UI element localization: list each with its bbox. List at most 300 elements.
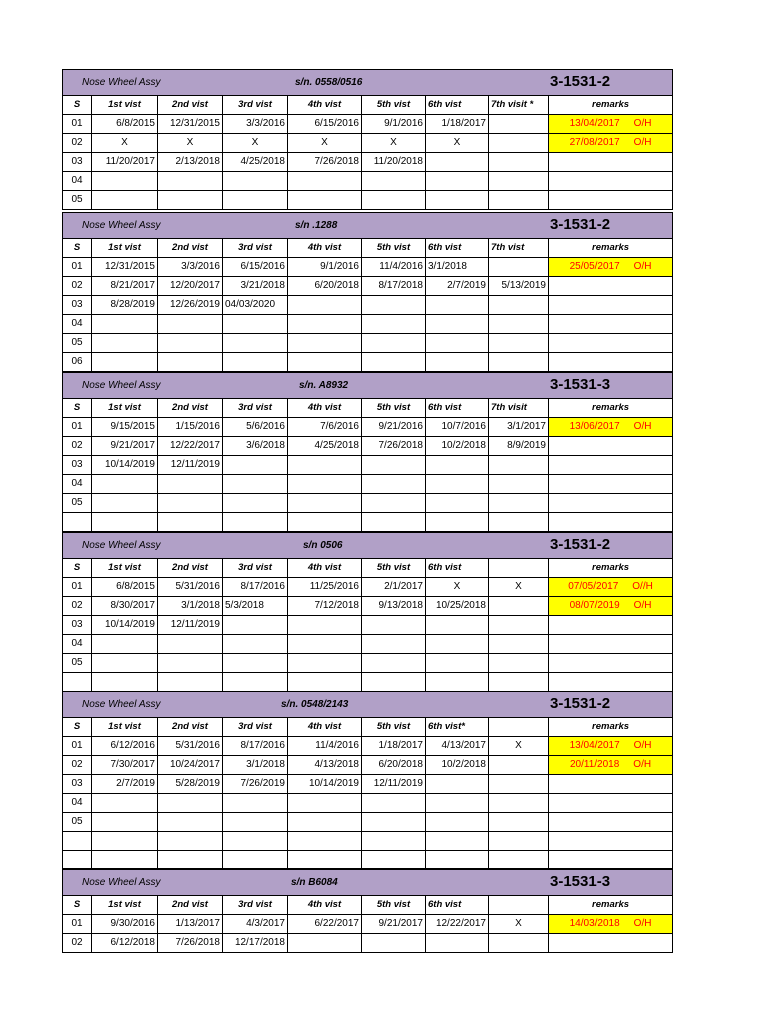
part-number: 3-1531-2: [550, 695, 611, 712]
visit-date-cell: [223, 353, 288, 372]
visit-date-cell: 8/17/2016: [223, 737, 288, 756]
visit-date-cell: 12/20/2017: [158, 277, 223, 296]
visit-date-cell: 7/26/2018: [158, 934, 223, 953]
visit-date-cell: [223, 315, 288, 334]
table-row: [63, 813, 673, 832]
visit-date-cell: [288, 635, 362, 654]
column-header: S: [63, 239, 92, 258]
visit-date-cell: [489, 756, 549, 775]
column-header: 1st vist: [92, 896, 158, 915]
visit-date-cell: [92, 334, 158, 353]
visit-date-cell: 3/6/2018: [223, 437, 288, 456]
visit-date-cell: 4/25/2018: [223, 153, 288, 172]
visit-date-cell: 6/15/2016: [223, 258, 288, 277]
row-number: [63, 673, 92, 692]
visit-date-cell: 8/9/2019: [489, 437, 549, 456]
column-header: 5th vist: [362, 896, 426, 915]
assembly-title-bar: [63, 533, 673, 559]
visit-date-cell: 8/17/2016: [223, 578, 288, 597]
table-row: [63, 775, 673, 794]
visit-date-cell: [362, 832, 426, 851]
visit-date-cell: 12/22/2017: [158, 437, 223, 456]
visit-date-cell: 10/14/2019: [288, 775, 362, 794]
visit-date-cell: [288, 794, 362, 813]
table-row: [63, 513, 673, 532]
table-row: [63, 756, 673, 775]
column-header: 6th vist: [426, 896, 489, 915]
visit-date-cell: [426, 616, 489, 635]
row-number: 05: [63, 334, 92, 353]
column-header: 5th vist: [362, 239, 426, 258]
visit-date-cell: [426, 153, 489, 172]
table-row: [63, 850, 673, 869]
visit-date-cell: [288, 353, 362, 372]
visit-date-cell: [288, 456, 362, 475]
table-row: [63, 673, 673, 692]
row-number: 01: [63, 578, 92, 597]
row-number: 02: [63, 437, 92, 456]
assembly-title-bar: [63, 213, 673, 239]
visit-date-cell: [362, 191, 426, 210]
visit-date-cell: [158, 172, 223, 191]
remarks-cell: [549, 475, 673, 494]
visit-date-cell: [223, 673, 288, 692]
remark-date: 07/05/2017: [568, 581, 619, 592]
column-header: 1st vist: [92, 718, 158, 737]
column-header: 3rd vist: [223, 399, 288, 418]
serial-number: s/n. 0558/0516: [295, 77, 363, 88]
visit-date-cell: [489, 134, 549, 153]
remarks-cell: [549, 578, 673, 597]
remarks-cell: [549, 513, 673, 532]
column-header: 3rd vist: [223, 718, 288, 737]
visit-date-cell: 3/3/2016: [158, 258, 223, 277]
visit-date-cell: [288, 813, 362, 832]
row-number: 03: [63, 456, 92, 475]
visit-date-cell: X: [288, 134, 362, 153]
visit-date-cell: [223, 456, 288, 475]
visit-date-cell: [223, 794, 288, 813]
visit-date-cell: [92, 191, 158, 210]
visit-date-cell: 3/21/2018: [223, 277, 288, 296]
visit-date-cell: 2/7/2019: [426, 277, 489, 296]
visit-date-cell: [489, 172, 549, 191]
visit-date-cell: 10/7/2016: [426, 418, 489, 437]
visit-date-cell: 1/13/2017: [158, 915, 223, 934]
visit-date-cell: 5/13/2019: [489, 277, 549, 296]
column-header: remarks: [549, 718, 673, 737]
column-header: 1st vist: [92, 559, 158, 578]
column-header: 4th vist: [288, 896, 362, 915]
visit-date-cell: [489, 673, 549, 692]
visit-date-cell: [158, 494, 223, 513]
remarks-cell: [549, 115, 673, 134]
column-header-row: [63, 239, 673, 258]
column-header: 6th vist: [426, 399, 489, 418]
part-number: 3-1531-2: [550, 73, 611, 90]
remarks-cell: [549, 813, 673, 832]
visit-date-cell: [362, 475, 426, 494]
visit-date-cell: 12/11/2019: [362, 775, 426, 794]
visit-date-cell: [92, 813, 158, 832]
table-row: [63, 578, 673, 597]
visit-table: [62, 212, 673, 372]
visit-date-cell: [426, 334, 489, 353]
visit-date-cell: [362, 616, 426, 635]
remarks-cell: [549, 934, 673, 953]
visit-date-cell: [362, 494, 426, 513]
visit-date-cell: 10/2/2018: [426, 437, 489, 456]
column-header-row: [63, 718, 673, 737]
remark-date: 25/05/2017: [569, 261, 620, 272]
visit-date-cell: [288, 191, 362, 210]
visit-date-cell: [426, 456, 489, 475]
table-row: [63, 654, 673, 673]
part-number: 3-1531-3: [550, 376, 611, 393]
remarks-cell: [549, 456, 673, 475]
column-header: 4th vist: [288, 559, 362, 578]
visit-date-cell: [92, 654, 158, 673]
visit-date-cell: 7/6/2016: [288, 418, 362, 437]
visit-date-cell: [362, 813, 426, 832]
visit-date-cell: 3/3/2016: [223, 115, 288, 134]
column-header: 5th vist: [362, 559, 426, 578]
visit-date-cell: [362, 334, 426, 353]
column-header: 6th vist: [426, 96, 489, 115]
remarks-cell: [549, 172, 673, 191]
visit-date-cell: [362, 934, 426, 953]
remark-overhaul: O/H: [633, 759, 652, 770]
visit-date-cell: 1/18/2017: [426, 115, 489, 134]
visit-date-cell: [223, 494, 288, 513]
table-row: [63, 277, 673, 296]
visit-date-cell: [92, 635, 158, 654]
column-header: 1st vist: [92, 96, 158, 115]
remarks-cell: [549, 418, 673, 437]
column-header: 4th vist: [288, 718, 362, 737]
visit-date-cell: [158, 654, 223, 673]
visit-date-cell: [288, 315, 362, 334]
visit-date-cell: [362, 635, 426, 654]
visit-date-cell: 9/21/2016: [362, 418, 426, 437]
visit-date-cell: 1/15/2016: [158, 418, 223, 437]
column-header: S: [63, 718, 92, 737]
visit-date-cell: 9/21/2017: [362, 915, 426, 934]
row-number: 06: [63, 353, 92, 372]
column-header: 2nd vist: [158, 239, 223, 258]
visit-date-cell: 11/4/2016: [362, 258, 426, 277]
column-header-row: [63, 559, 673, 578]
table-row: [63, 418, 673, 437]
visit-date-cell: [362, 850, 426, 869]
visit-date-cell: [288, 616, 362, 635]
row-number: 04: [63, 172, 92, 191]
row-number: 05: [63, 191, 92, 210]
visit-date-cell: [362, 315, 426, 334]
visit-date-cell: [489, 296, 549, 315]
visit-date-cell: 6/20/2018: [288, 277, 362, 296]
visit-date-cell: [489, 850, 549, 869]
assembly-name: Nose Wheel Assy: [82, 380, 161, 391]
table-row: [63, 153, 673, 172]
remarks-cell: [549, 315, 673, 334]
table-row: [63, 334, 673, 353]
visit-date-cell: [92, 475, 158, 494]
table-row: [63, 191, 673, 210]
visit-date-cell: [158, 832, 223, 851]
column-header: 3rd vist: [223, 239, 288, 258]
visit-date-cell: [489, 597, 549, 616]
remark-overhaul: O/H: [633, 421, 652, 432]
visit-date-cell: [158, 850, 223, 869]
visit-date-cell: [92, 353, 158, 372]
visit-date-cell: [158, 315, 223, 334]
visit-date-cell: [489, 934, 549, 953]
visit-date-cell: [426, 654, 489, 673]
visit-date-cell: [489, 635, 549, 654]
table-row: [63, 737, 673, 756]
remarks-cell: [549, 494, 673, 513]
assembly-block: [62, 869, 672, 953]
assembly-block: [62, 372, 672, 532]
table-row: [63, 456, 673, 475]
table-row: [63, 832, 673, 851]
visit-date-cell: 3/1/2018: [158, 597, 223, 616]
visit-date-cell: [158, 334, 223, 353]
visit-date-cell: 11/4/2016: [288, 737, 362, 756]
visit-date-cell: [92, 494, 158, 513]
visit-date-cell: [362, 456, 426, 475]
visit-date-cell: 6/22/2017: [288, 915, 362, 934]
column-header: 2nd vist: [158, 718, 223, 737]
visit-date-cell: 6/15/2016: [288, 115, 362, 134]
remarks-cell: [549, 915, 673, 934]
visit-date-cell: 10/24/2017: [158, 756, 223, 775]
column-header: remarks: [549, 239, 673, 258]
visit-date-cell: [158, 191, 223, 210]
remarks-cell: [549, 756, 673, 775]
column-header: 1st vist: [92, 239, 158, 258]
remarks-cell: [549, 832, 673, 851]
visit-date-cell: [489, 616, 549, 635]
column-header: S: [63, 399, 92, 418]
table-row: [63, 475, 673, 494]
serial-number: s/n. A8932: [299, 380, 349, 391]
table-row: [63, 258, 673, 277]
table-row: [63, 437, 673, 456]
remark-date: 13/06/2017: [569, 421, 620, 432]
visit-date-cell: 5/28/2019: [158, 775, 223, 794]
visit-date-cell: X: [489, 737, 549, 756]
visit-date-cell: X: [92, 134, 158, 153]
remark-date: 14/03/2018: [569, 918, 620, 929]
visit-date-cell: 10/25/2018: [426, 597, 489, 616]
visit-date-cell: [92, 850, 158, 869]
assembly-block: [62, 212, 672, 372]
assembly-block: [62, 532, 672, 692]
visit-date-cell: [362, 794, 426, 813]
column-header: 3rd vist: [223, 559, 288, 578]
serial-number: s/n 0506: [303, 540, 343, 551]
remarks-cell: [549, 277, 673, 296]
visit-date-cell: 9/1/2016: [362, 115, 426, 134]
table-row: [63, 915, 673, 934]
visit-date-cell: 8/28/2019: [92, 296, 158, 315]
visit-date-cell: [362, 353, 426, 372]
visit-date-cell: [223, 635, 288, 654]
visit-date-cell: [489, 191, 549, 210]
row-number: [63, 850, 92, 869]
table-row: [63, 597, 673, 616]
column-header: 4th vist: [288, 239, 362, 258]
visit-date-cell: [489, 456, 549, 475]
column-header: S: [63, 896, 92, 915]
remark-date: 13/04/2017: [569, 740, 620, 751]
assembly-name: Nose Wheel Assy: [82, 220, 161, 231]
remarks-cell: [549, 673, 673, 692]
visit-date-cell: 12/11/2019: [158, 456, 223, 475]
visit-date-cell: [426, 832, 489, 851]
remark-overhaul: O/H: [633, 740, 652, 751]
visit-date-cell: X: [223, 134, 288, 153]
table-row: [63, 353, 673, 372]
column-header: 3rd vist: [223, 896, 288, 915]
row-number: 02: [63, 934, 92, 953]
remark-date: 13/04/2017: [569, 118, 620, 129]
remark-overhaul: O//H: [632, 581, 653, 592]
visit-date-cell: [158, 475, 223, 494]
table-row: [63, 616, 673, 635]
visit-date-cell: [362, 513, 426, 532]
row-number: 04: [63, 475, 92, 494]
visit-date-cell: [223, 654, 288, 673]
table-row: [63, 315, 673, 334]
assembly-title-bar: [63, 70, 673, 96]
visit-date-cell: 7/30/2017: [92, 756, 158, 775]
column-header: 5th vist: [362, 718, 426, 737]
visit-date-cell: [223, 172, 288, 191]
column-header: [489, 559, 549, 578]
remark-overhaul: O/H: [633, 918, 652, 929]
visit-date-cell: 6/12/2018: [92, 934, 158, 953]
visit-date-cell: [223, 513, 288, 532]
remark-overhaul: O/H: [633, 137, 652, 148]
row-number: 01: [63, 115, 92, 134]
visit-date-cell: [362, 673, 426, 692]
column-header-row: [63, 399, 673, 418]
column-header-row: [63, 96, 673, 115]
column-header: 5th vist: [362, 399, 426, 418]
column-header: 4th vist: [288, 96, 362, 115]
visit-date-cell: [426, 296, 489, 315]
visit-table: [62, 372, 673, 532]
column-header: 7th visit: [489, 399, 549, 418]
column-header: 4th vist: [288, 399, 362, 418]
visit-date-cell: 7/26/2018: [288, 153, 362, 172]
column-header: 6th vist*: [426, 718, 489, 737]
assembly-title-bar: [63, 870, 673, 896]
visit-date-cell: [158, 794, 223, 813]
visit-date-cell: [158, 673, 223, 692]
remarks-cell: [549, 296, 673, 315]
serial-number: s/n B6084: [291, 877, 338, 888]
column-header: S: [63, 559, 92, 578]
serial-number: s/n .1288: [295, 220, 338, 231]
visit-date-cell: 5/3/2018: [223, 597, 288, 616]
visit-date-cell: 6/8/2015: [92, 578, 158, 597]
visit-date-cell: [92, 513, 158, 532]
visit-date-cell: [489, 315, 549, 334]
visit-date-cell: [426, 794, 489, 813]
remarks-cell: [549, 258, 673, 277]
column-header: remarks: [549, 896, 673, 915]
row-number: 02: [63, 756, 92, 775]
table-row: [63, 635, 673, 654]
visit-table: [62, 69, 673, 210]
table-row: [63, 794, 673, 813]
visit-date-cell: 3/1/2018: [426, 258, 489, 277]
visit-date-cell: 04/03/2020: [223, 296, 288, 315]
remarks-cell: [549, 437, 673, 456]
visit-table: [62, 691, 673, 869]
visit-date-cell: [426, 172, 489, 191]
visit-date-cell: [288, 296, 362, 315]
visit-date-cell: 1/18/2017: [362, 737, 426, 756]
assembly-name: Nose Wheel Assy: [82, 699, 161, 710]
column-header: 6th vist: [426, 239, 489, 258]
column-header: 2nd vist: [158, 96, 223, 115]
visit-date-cell: [92, 794, 158, 813]
visit-date-cell: [426, 775, 489, 794]
row-number: 02: [63, 134, 92, 153]
visit-date-cell: [288, 475, 362, 494]
visit-table: [62, 869, 673, 953]
row-number: 04: [63, 794, 92, 813]
visit-date-cell: [426, 673, 489, 692]
visit-date-cell: 8/30/2017: [92, 597, 158, 616]
row-number: 03: [63, 775, 92, 794]
visit-date-cell: [158, 353, 223, 372]
visit-date-cell: 5/31/2016: [158, 737, 223, 756]
visit-date-cell: [288, 850, 362, 869]
visit-date-cell: [489, 334, 549, 353]
row-number: 01: [63, 915, 92, 934]
column-header: remarks: [549, 96, 673, 115]
visit-date-cell: [426, 513, 489, 532]
remarks-cell: [549, 635, 673, 654]
visit-date-cell: [489, 832, 549, 851]
remarks-cell: [549, 654, 673, 673]
visit-date-cell: [223, 813, 288, 832]
row-number: 04: [63, 315, 92, 334]
column-header: remarks: [549, 399, 673, 418]
visit-date-cell: 4/25/2018: [288, 437, 362, 456]
visit-date-cell: [92, 172, 158, 191]
visit-table: [62, 532, 673, 692]
table-row: [63, 115, 673, 134]
visit-date-cell: X: [362, 134, 426, 153]
visit-date-cell: [158, 513, 223, 532]
remarks-cell: [549, 737, 673, 756]
table-row: [63, 296, 673, 315]
visit-date-cell: [426, 850, 489, 869]
row-number: 03: [63, 153, 92, 172]
column-header: [489, 718, 549, 737]
visit-date-cell: 7/12/2018: [288, 597, 362, 616]
visit-date-cell: 2/7/2019: [92, 775, 158, 794]
part-number: 3-1531-3: [550, 873, 611, 890]
visit-date-cell: [426, 315, 489, 334]
